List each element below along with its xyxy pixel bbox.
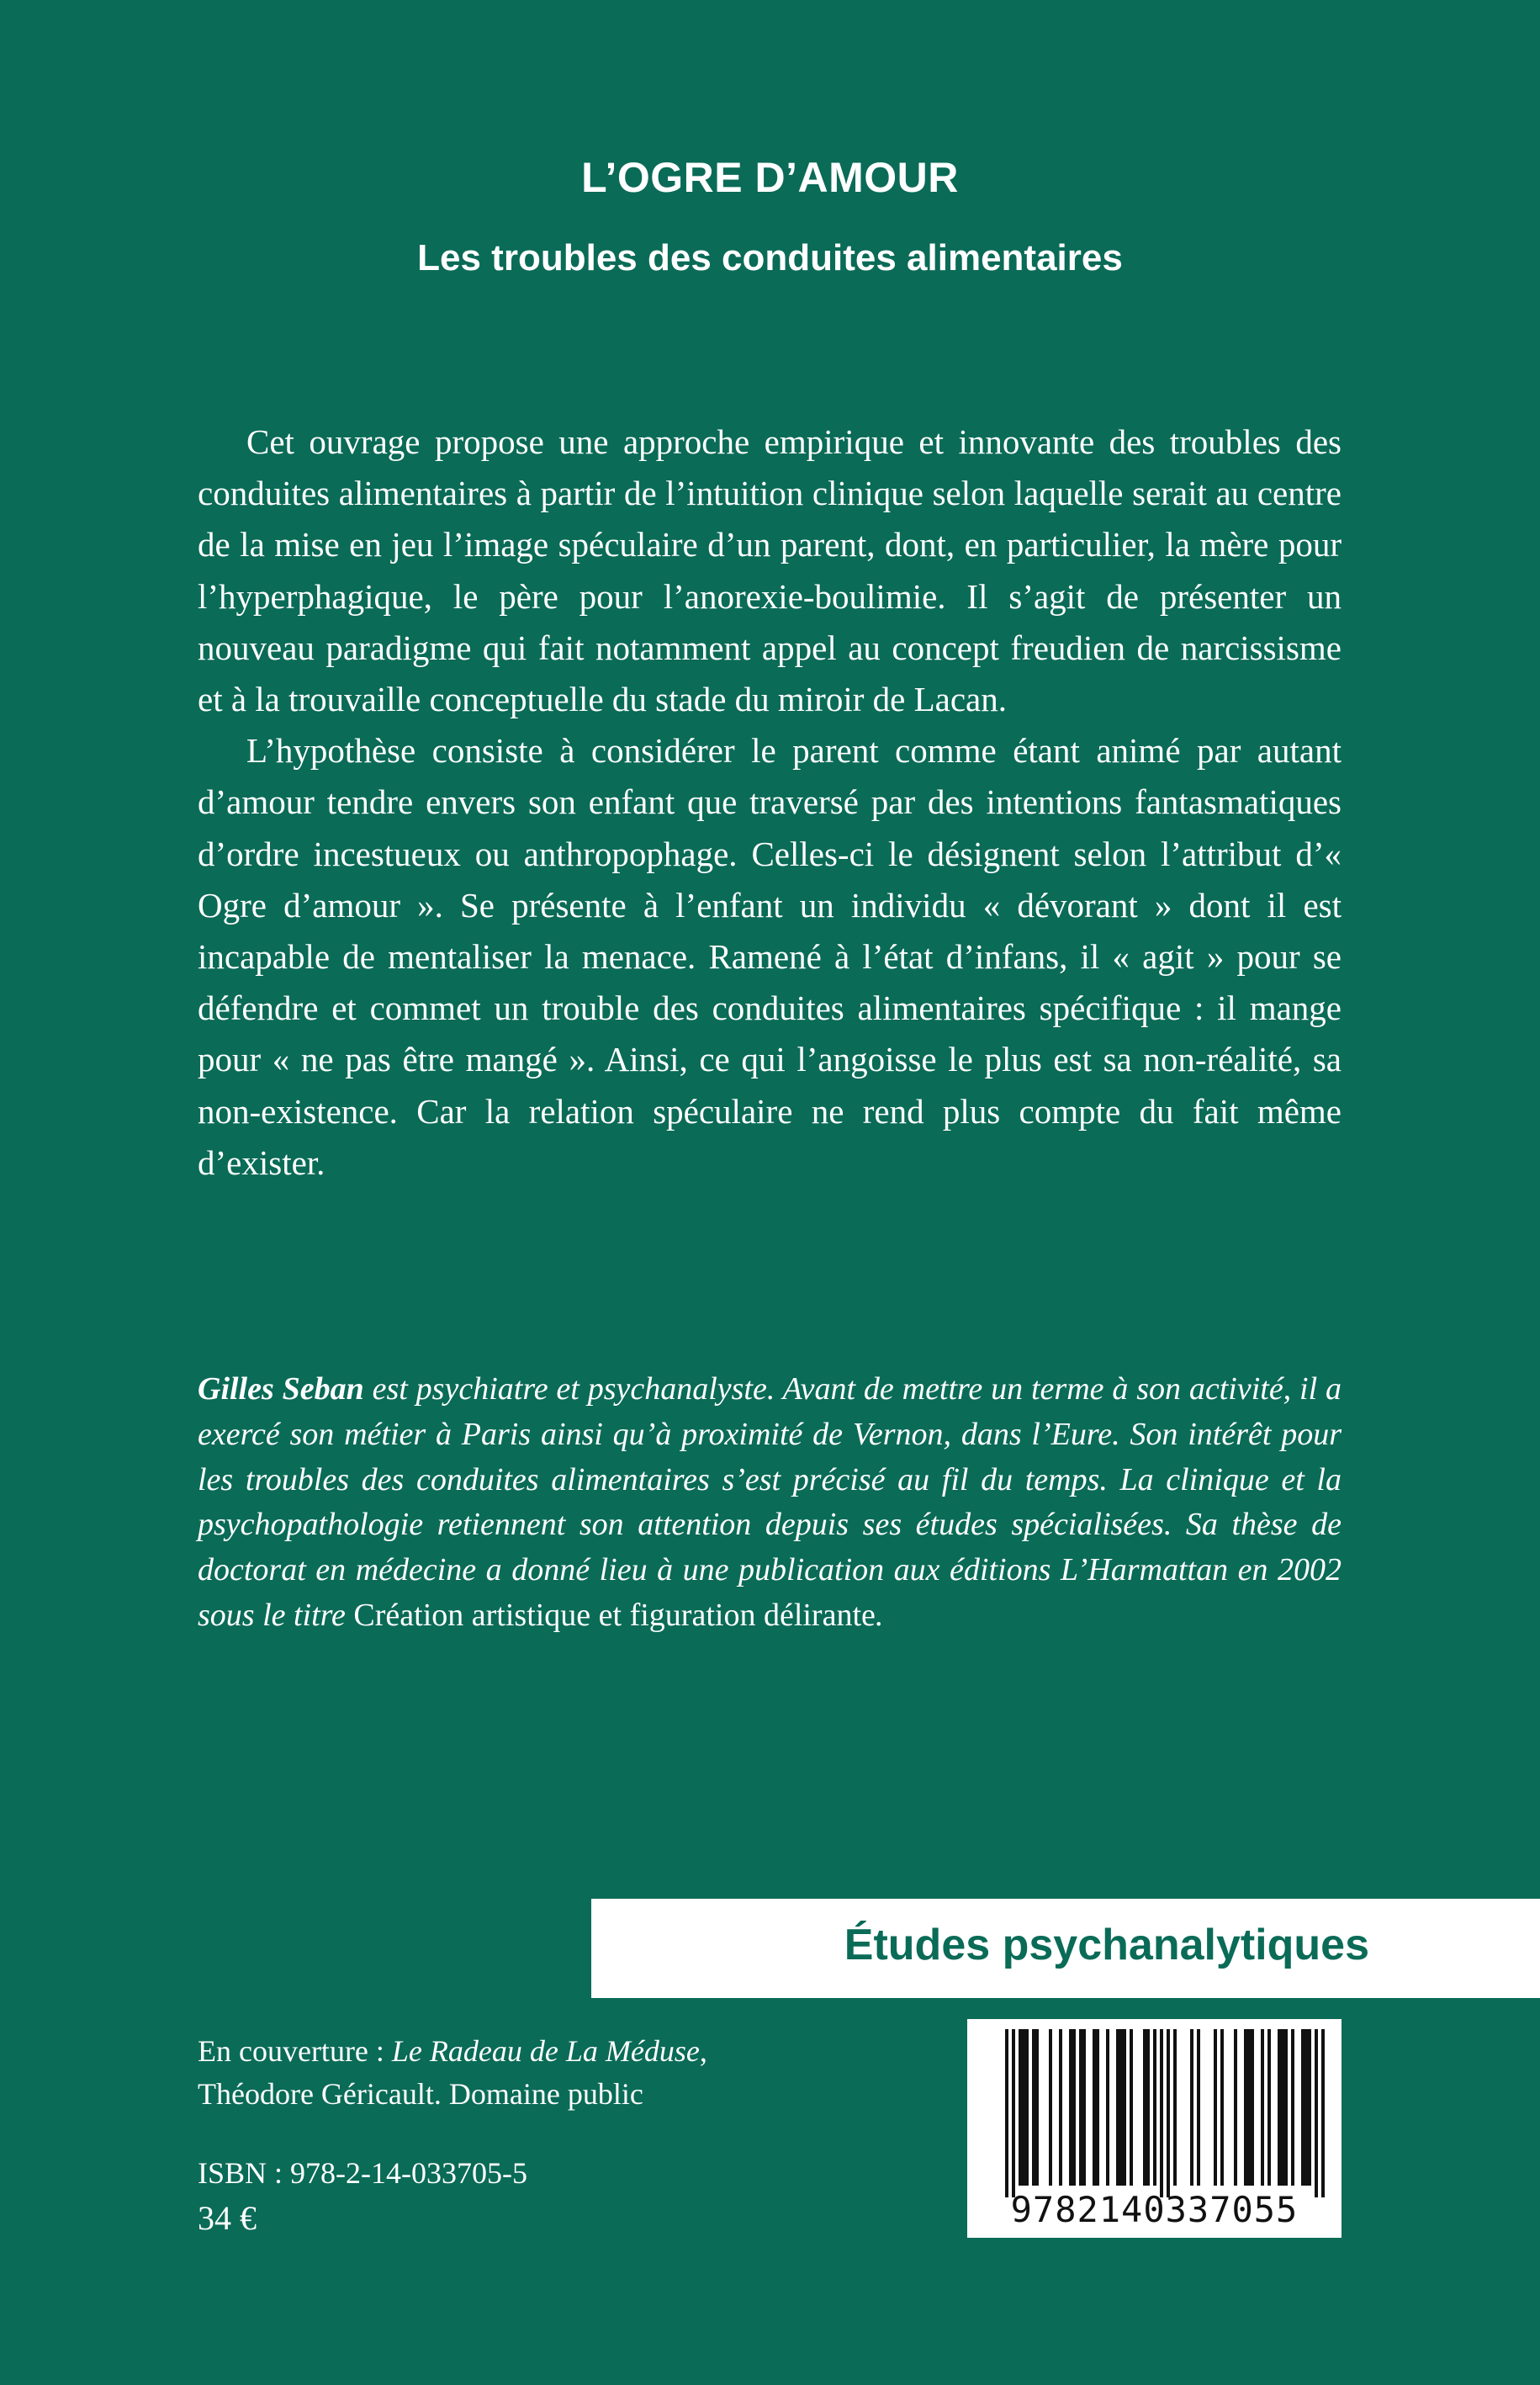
barcode-bar	[1005, 2029, 1008, 2197]
barcode-bar	[1032, 2029, 1035, 2186]
book-subtitle: Les troubles des conduites alimentaires	[417, 237, 1123, 278]
previous-book-title: Création artistique et figuration délirante	[353, 1597, 876, 1633]
author-bio-end: .	[875, 1597, 884, 1633]
barcode-bar	[1093, 2029, 1096, 2186]
barcode-bar	[1069, 2029, 1072, 2186]
series-band	[591, 1899, 1540, 1998]
barcode-bar	[1143, 2029, 1146, 2186]
barcode-bar	[1019, 2029, 1022, 2186]
barcode	[967, 2019, 1342, 2238]
barcode-bar	[1190, 2029, 1193, 2186]
barcode-bar	[1267, 2029, 1271, 2186]
barcode-bar	[1234, 2029, 1237, 2186]
barcode-bar	[1096, 2029, 1099, 2186]
barcode-bar	[1059, 2029, 1062, 2186]
summary-paragraph: L’hypothèse consiste à considérer le parent comme étant animé par autant d’amour tendre envers son enfant que traversé par des intentions fantasmatiques d’ordre incestueux ou anthropophage. Celles-ci le désignent selon l’attribut d’« Ogre d’amour ». Se présente à l’enfant un individu « dévorant » dont il est incapable de mentaliser la menace. Ramené à l’état d’infans, il « agit » pour se défendre et commet un trouble des conduites alimentaires spécifique : il mange pour « ne pas être mangé ». Ainsi, ce qui l’angoisse le plus est sa non-réalité, sa non-existence. Car la relation spéculaire ne rend plus compte du fait même d’exister.	[198, 731, 1342, 1182]
barcode-bar	[1049, 2029, 1052, 2186]
book-title: L’OGRE D’AMOUR	[581, 154, 959, 201]
barcode-bar	[1167, 2029, 1170, 2197]
summary-paragraph: Cet ouvrage propose une approche empirique et innovante des troubles des conduites alimentaires à partir de l’intuition clinique selon laquelle serait au centre de la mise en jeu l’image spéculaire d’un parent, dont, en particulier, la mère pour l’hyperphagique, le père pour l’anorexie-boulimie. Il s’agit de présenter un nouveau paradigme qui fait notamment appel au concept freudien de narcissisme et à la trouvaille conceptuelle du stade du miroir de Lacan.	[198, 422, 1342, 719]
barcode-bar	[1244, 2029, 1247, 2186]
barcode-bar	[1130, 2029, 1133, 2186]
barcode-bar	[1035, 2029, 1039, 2186]
barcode-bar	[1022, 2029, 1025, 2186]
credits-prefix: En couverture :	[198, 2034, 392, 2068]
isbn-number: ISBN : 978-2-14-033705-5	[198, 2156, 527, 2190]
barcode-bar	[1308, 2029, 1311, 2186]
barcode-bar	[1315, 2029, 1318, 2197]
author-name: Gilles Seban	[198, 1371, 364, 1407]
barcode-bar	[1012, 2029, 1015, 2197]
credits-painter: Théodore Géricault. Domaine public	[198, 2077, 643, 2111]
author-bio	[198, 1367, 1342, 1639]
barcode-bar	[1146, 2029, 1150, 2186]
barcode-bar	[1106, 2029, 1109, 2186]
barcode-bar	[1251, 2029, 1254, 2186]
barcode-bar	[1116, 2029, 1119, 2186]
painting-title: Le Radeau de La Méduse	[391, 2034, 700, 2068]
credits-comma: ,	[699, 2034, 707, 2068]
barcode-digits: 9782140337055	[1010, 2189, 1299, 2230]
barcode-bar	[1261, 2029, 1264, 2186]
barcode-bar	[1025, 2029, 1029, 2186]
barcode-bar	[1247, 2029, 1251, 2186]
price: 34 €	[198, 2199, 257, 2237]
barcode-bar	[1291, 2029, 1294, 2186]
barcode-bar	[1119, 2029, 1123, 2186]
barcode-bar	[1214, 2029, 1217, 2186]
barcode-bar	[1220, 2029, 1224, 2186]
cover-credits	[198, 2030, 770, 2116]
author-bio-text: est psychiatre et psychanalyste. Avant de mettre un terme à son activité, il a exercé son métier à Paris ainsi qu’à proximité de Vernon, dans l’Eure. Son intérêt pour les troubles des conduites alimentaires s’est précisé au fil du temps. La clinique et la psychopathologie retiennent son attention depuis ses études spécialisées. Sa thèse de doctorat en médecine a donné lieu à une publication aux éditions L’Harmattan en 2002 sous le titre	[198, 1371, 1342, 1633]
barcode-bar	[1278, 2029, 1281, 2186]
barcode-bar	[1284, 2029, 1288, 2186]
barcode-bar	[1160, 2029, 1163, 2197]
barcode-bar	[1153, 2029, 1156, 2186]
barcode-bar	[1197, 2029, 1200, 2186]
barcode-bar	[1123, 2029, 1126, 2186]
barcode-bar	[1082, 2029, 1086, 2186]
barcode-bar	[1281, 2029, 1284, 2186]
barcode-bar	[1301, 2029, 1305, 2186]
barcode-bar	[1072, 2029, 1076, 2186]
barcode-bar	[1079, 2029, 1082, 2186]
barcode-bar	[1173, 2029, 1177, 2186]
barcode-bar	[1321, 2029, 1325, 2197]
barcode-bar	[1305, 2029, 1308, 2186]
series-label: Études psychanalytiques	[844, 1921, 1369, 1969]
book-summary	[198, 416, 1342, 1189]
